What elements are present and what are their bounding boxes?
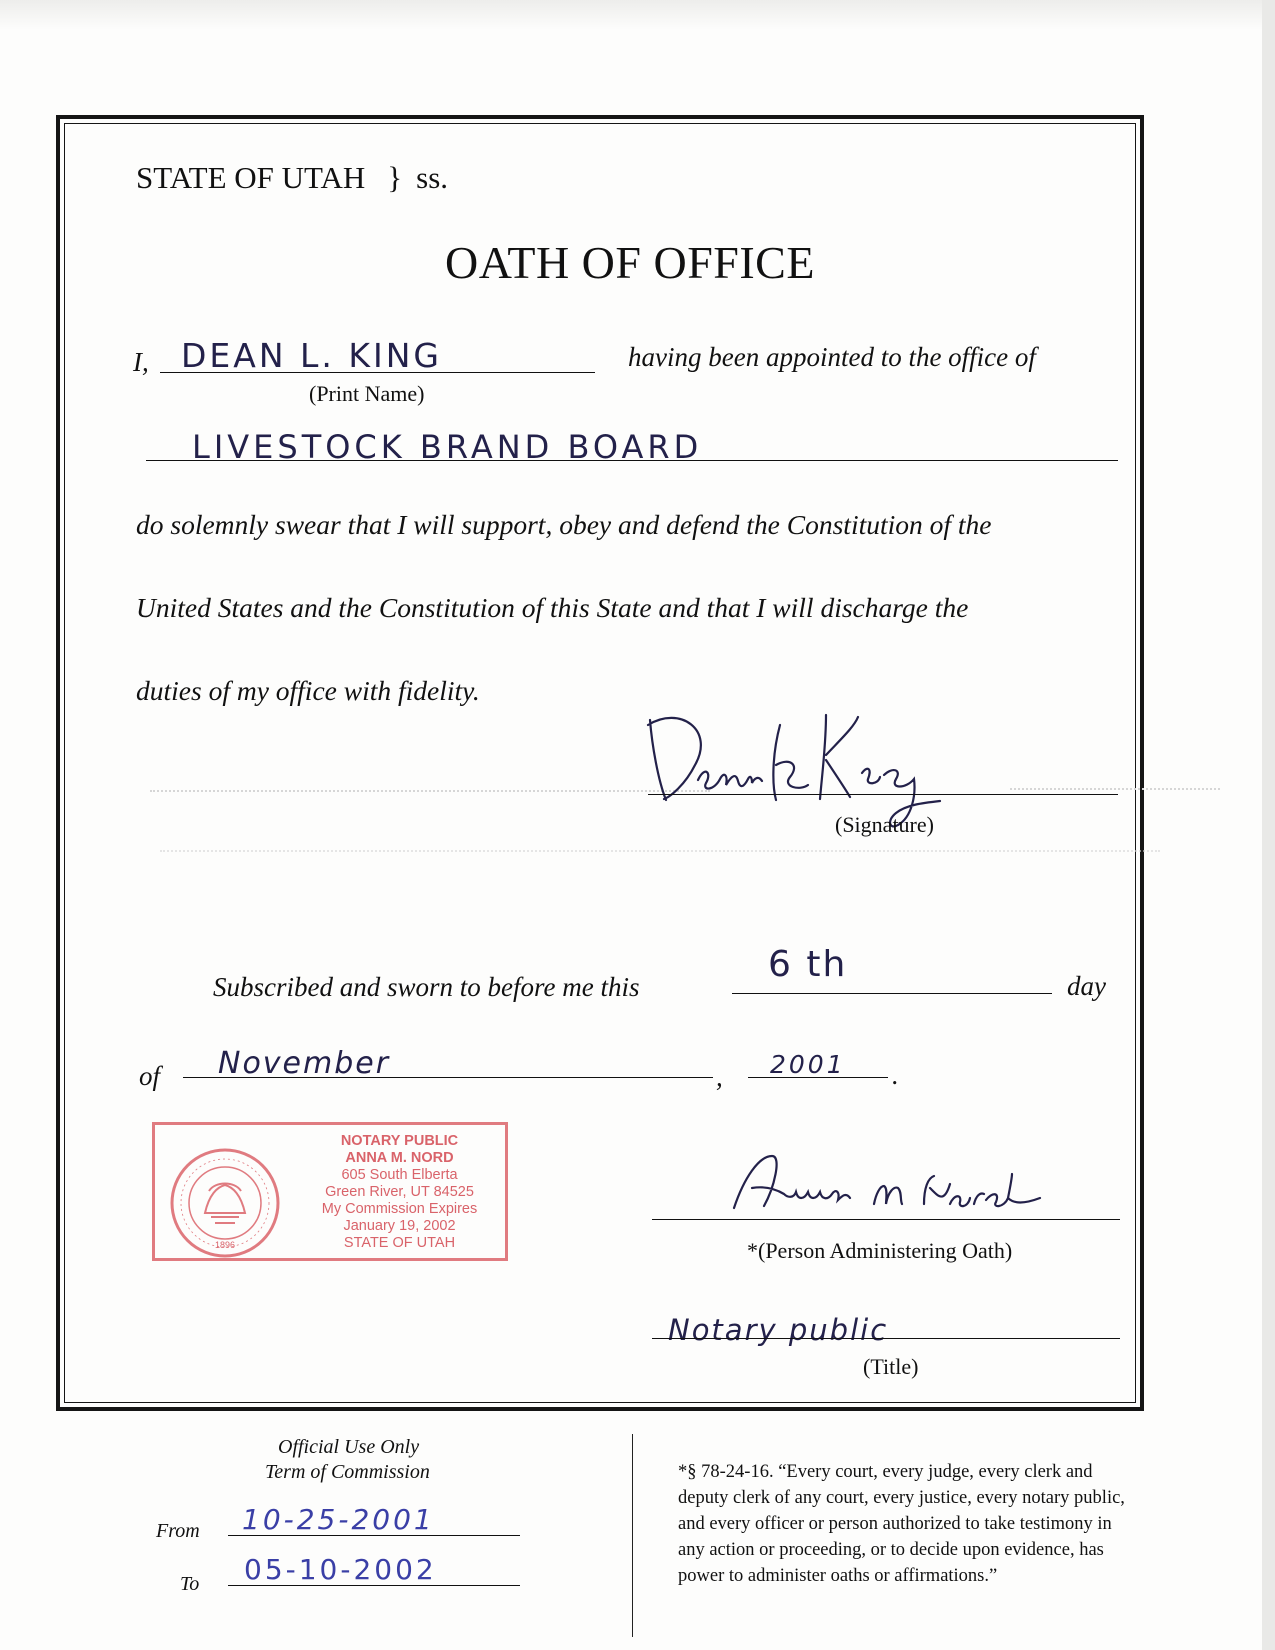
notary-stamp-text — [297, 1133, 502, 1252]
title-handwritten: Notary public — [668, 1313, 889, 1347]
footer-divider — [632, 1434, 633, 1637]
seal-year: 1896 — [214, 1240, 236, 1250]
statute-citation: *§ 78-24-16. “Every court, every judge, every clerk and deputy clerk of any court, every justice, every notary public, and every officer or person authorized to take testimony in any action or proceeding, or to decide upon evidence, has power to administer oaths or affirmations.” — [678, 1462, 1125, 1586]
state-seal-icon — [169, 1147, 281, 1259]
stamp-line-1: NOTARY PUBLIC — [340, 1133, 459, 1149]
oath-body-line-1: do solemnly swear that I will support, obey and defend the Constitution of the — [136, 509, 992, 540]
i-prefix: I, — [133, 347, 149, 377]
administering-line — [652, 1219, 1120, 1220]
to-label: To — [180, 1573, 200, 1595]
administering-signature — [724, 1148, 1074, 1218]
term-of-commission-heading: Term of Commission — [265, 1461, 430, 1483]
year-handwritten: 2001 — [770, 1050, 846, 1079]
day-handwritten: 6 th — [768, 944, 848, 985]
signature-label: (Signature) — [835, 812, 934, 837]
comma: , — [716, 1062, 723, 1092]
to-value: 05-10-2002 — [244, 1553, 437, 1586]
day-line — [732, 993, 1052, 994]
oath-body-line-3: duties of my office with fidelity. — [136, 675, 480, 706]
day-word: day — [1067, 971, 1106, 1001]
title-label: (Title) — [863, 1354, 919, 1379]
state-heading: STATE OF UTAH } ss. — [136, 160, 449, 195]
printed-name-handwritten: DEAN L. KING — [181, 336, 443, 375]
period: . — [892, 1060, 899, 1090]
print-name-label: (Print Name) — [309, 381, 425, 406]
stamp-line-5: My Commission Expires — [321, 1201, 478, 1217]
from-value: 10-25-2001 — [242, 1503, 435, 1536]
notary-stamp — [152, 1122, 508, 1261]
show-through-mark — [1010, 788, 1220, 792]
stamp-line-3: 605 South Elberta — [341, 1167, 458, 1183]
document-title: OATH OF OFFICE — [445, 237, 815, 288]
official-use-heading: Official Use Only — [278, 1436, 420, 1458]
oath-body-line-2: United States and the Constitution of this State and that I will discharge the — [136, 592, 969, 623]
stamp-line-4: Green River, UT 84525 — [325, 1184, 474, 1200]
appointed-text: having been appointed to the office of — [628, 342, 1036, 372]
stamp-line-7: STATE OF UTAH — [343, 1235, 456, 1251]
signature-line — [648, 794, 1118, 795]
scan-right-edge — [1262, 0, 1275, 1650]
office-handwritten: LIVESTOCK BRAND BOARD — [192, 428, 703, 466]
from-label: From — [156, 1520, 200, 1542]
show-through-mark — [160, 850, 1160, 854]
administering-label: *(Person Administering Oath) — [747, 1238, 1013, 1263]
show-through-mark — [150, 790, 710, 794]
title-line — [652, 1338, 1120, 1339]
month-handwritten: November — [218, 1046, 391, 1081]
stamp-line-6: January 19, 2002 — [343, 1218, 456, 1234]
stamp-line-2: ANNA M. NORD — [345, 1150, 454, 1166]
of-word: of — [139, 1061, 161, 1091]
subscribed-text: Subscribed and sworn to before me this — [213, 972, 640, 1002]
scan-top-edge — [0, 0, 1275, 30]
